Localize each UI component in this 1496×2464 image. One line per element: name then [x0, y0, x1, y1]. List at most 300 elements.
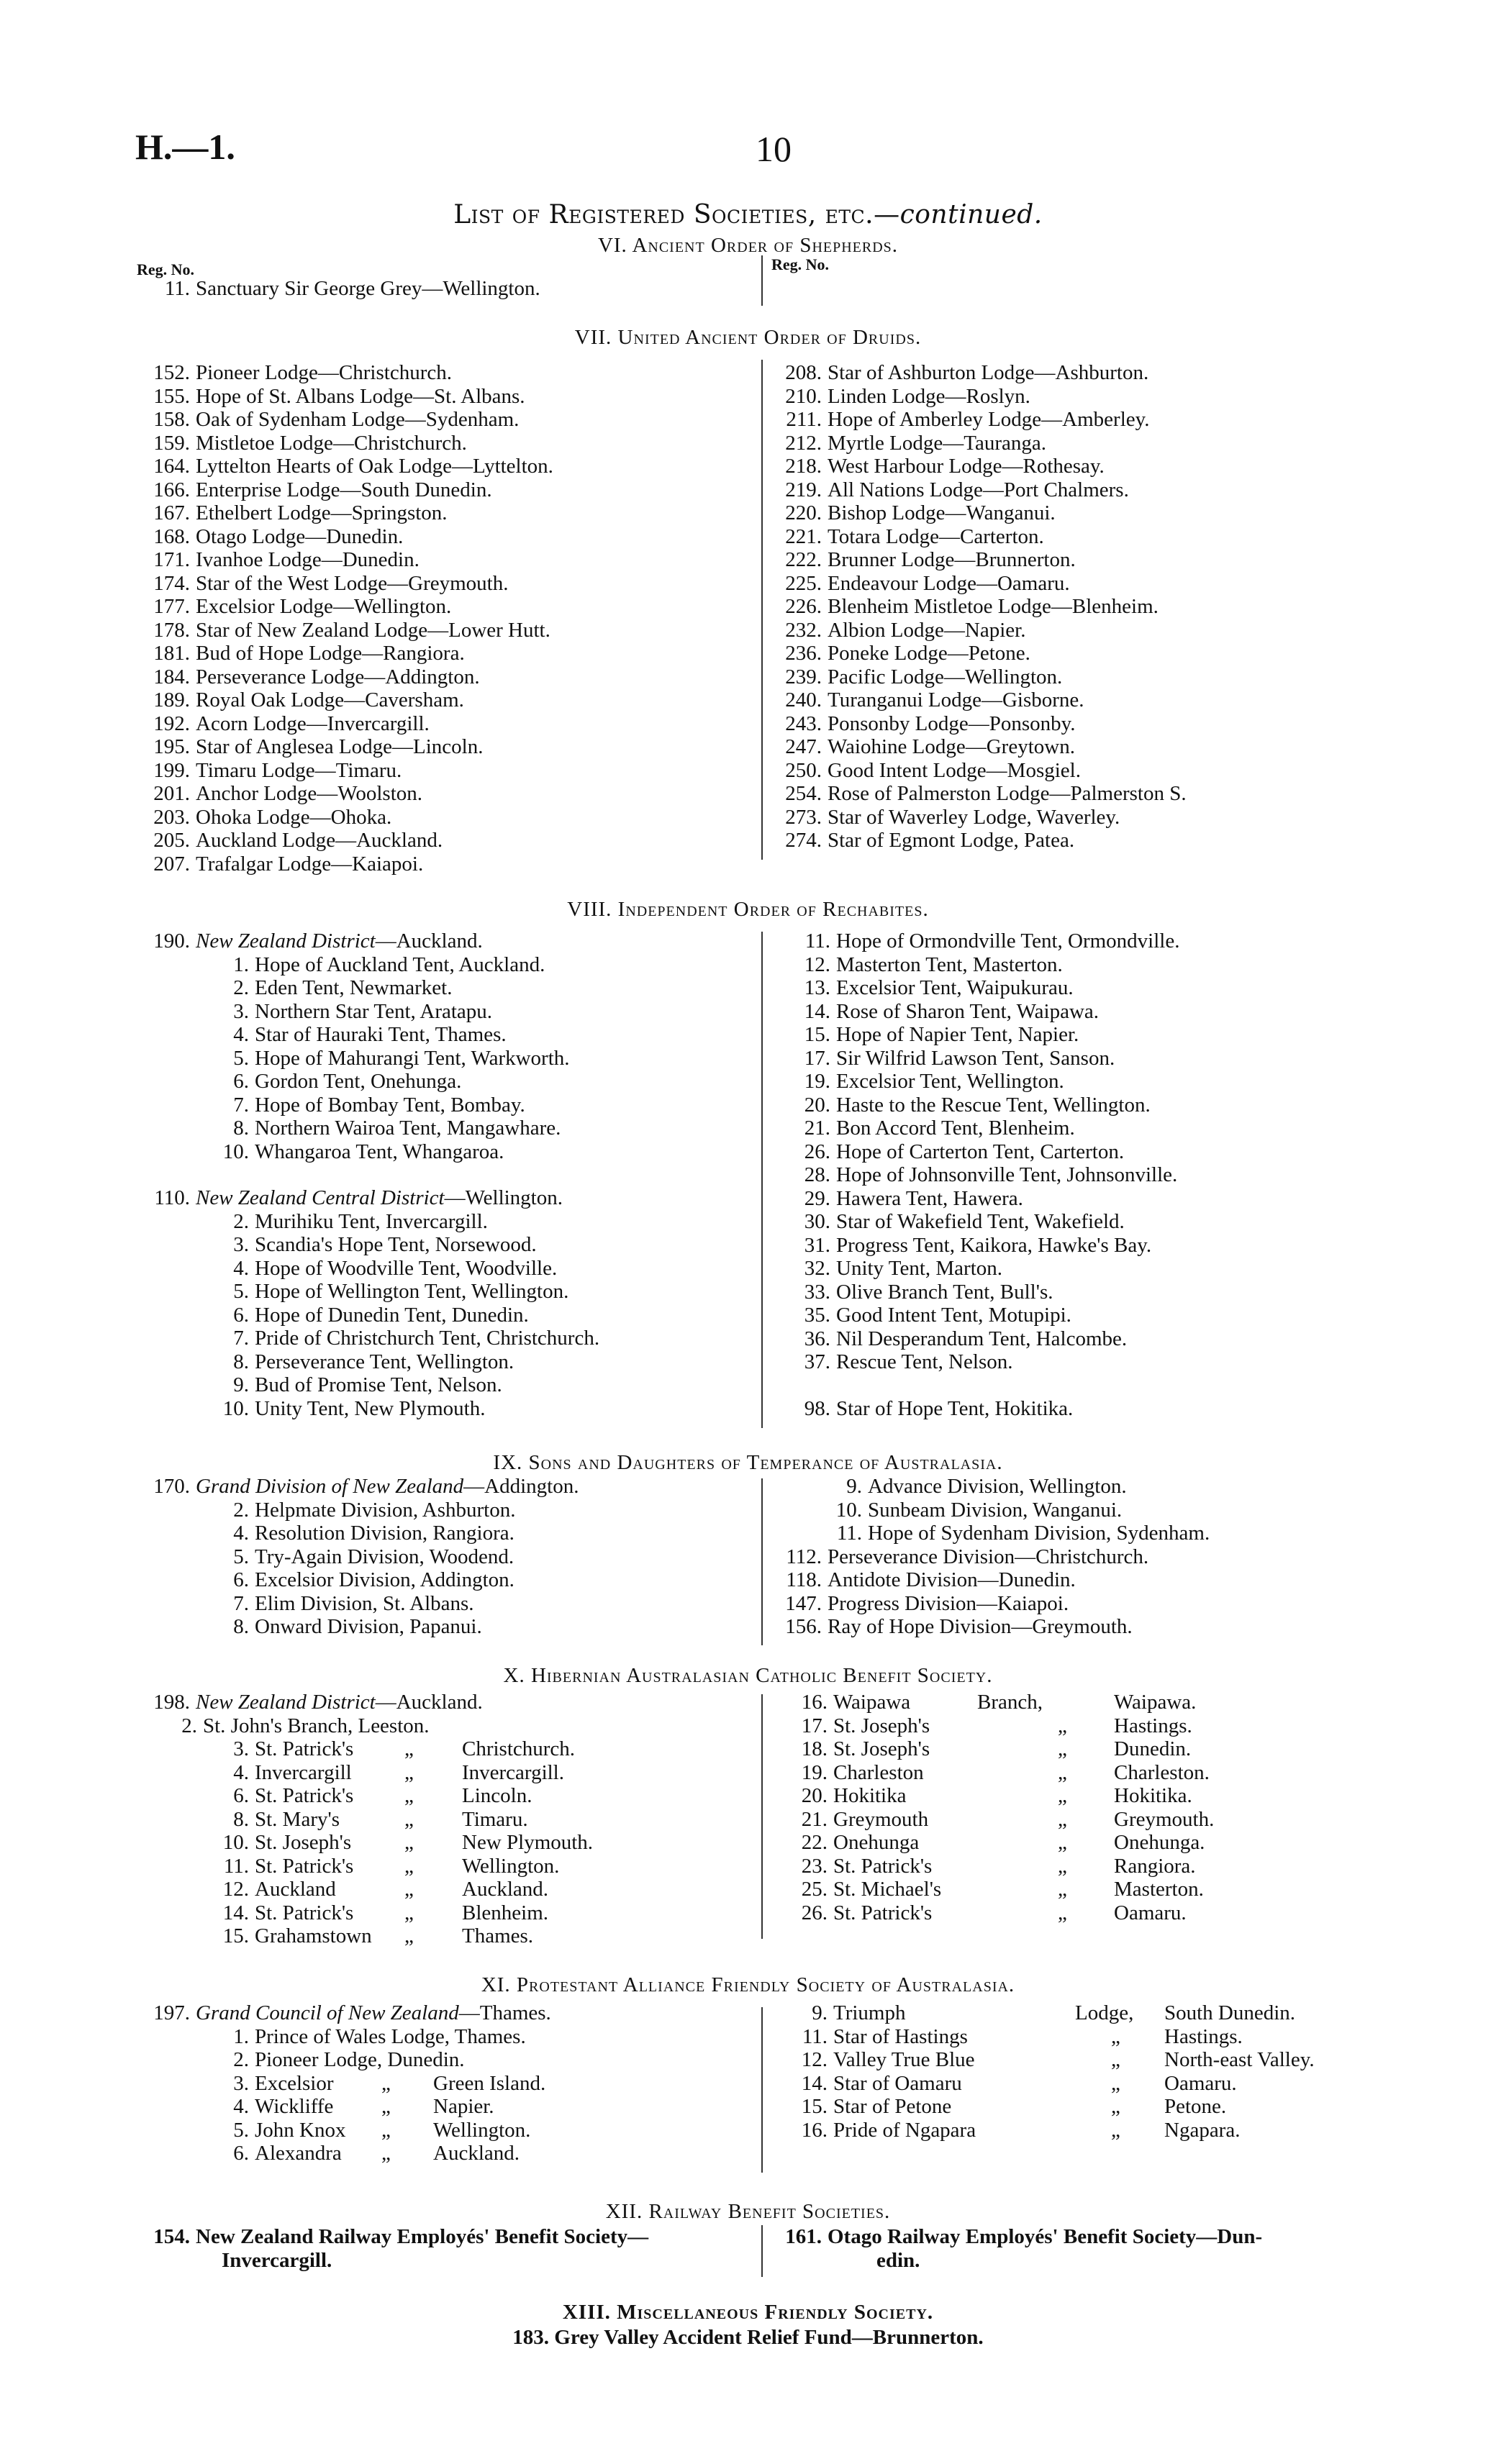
entry-text: Pride of Christchurch Tent, Christchurch.	[255, 1327, 600, 1350]
entry	[137, 1522, 579, 1545]
entry-number: 11.	[223, 1854, 249, 1878]
entry	[783, 929, 1179, 953]
entry-name: St. Patrick's	[255, 1784, 354, 1807]
entry-place: Timaru.	[462, 1807, 528, 1831]
entry: 2. St. John's Branch, Leeston.	[181, 1714, 430, 1737]
section-heading-xi: XI. Protestant Alliance Friendly Society of Australasia.	[481, 1973, 1015, 1996]
ditto-mark: „	[1058, 1831, 1067, 1854]
entry	[769, 829, 1187, 853]
s11-left-column	[137, 2001, 551, 2165]
entry-number: 232.	[785, 618, 822, 642]
entry-number: 243.	[785, 712, 822, 735]
entry-text: Star of Ashburton Lodge—Ashburton.	[828, 361, 1149, 384]
entry-name: Star of Oamaru	[833, 2071, 962, 2095]
entry-number: 189.	[153, 688, 190, 712]
entry	[783, 1094, 1179, 1117]
entry-text: Sunbeam Division, Wanganui.	[868, 1498, 1123, 1522]
entry	[137, 525, 553, 549]
entry-text: Ohoka Lodge—Ohoka.	[196, 805, 392, 829]
entry	[137, 1878, 548, 1901]
entry-text: Scandia's Hope Tent, Norsewood.	[255, 1233, 537, 1256]
entry-place: Green Island.	[433, 2071, 546, 2095]
entry-number: 6.	[233, 1303, 249, 1327]
entry-number: 274.	[785, 829, 822, 852]
entry-number: 177.	[153, 595, 190, 618]
entry-text: Waiohine Lodge—Greytown.	[828, 735, 1075, 758]
ditto-mark: „	[404, 1807, 414, 1831]
entry-number: 236.	[785, 642, 822, 665]
entry-text: Linden Lodge—Roslyn.	[828, 384, 1030, 408]
entry-number: 203.	[153, 805, 190, 829]
entry	[137, 1397, 599, 1421]
entry	[769, 501, 1187, 525]
entry-number: 273.	[785, 805, 822, 829]
entry-name: St. Joseph's	[833, 1737, 930, 1760]
s12-right-entry: 161. Otago Railway Employés' Benefit Society—Dun- edin.	[785, 2225, 1263, 2272]
entry	[783, 2048, 1315, 2072]
entry	[769, 408, 1187, 432]
entry-place: Hastings.	[1164, 2024, 1243, 2048]
entry	[769, 478, 1187, 502]
entry	[137, 1350, 599, 1374]
entry-text: Sanctuary Sir George Grey—Wellington.	[196, 277, 540, 300]
entry	[769, 712, 1187, 736]
entry-number: 5.	[233, 1046, 249, 1070]
entry-number: 6.	[233, 1070, 249, 1093]
column-divider	[761, 2225, 763, 2277]
entry-number: 166.	[153, 478, 190, 501]
entry-name: St. Michael's	[833, 1878, 942, 1901]
entry-text: Mistletoe Lodge—Christchurch.	[196, 431, 467, 455]
entry-number: 22.	[801, 1831, 828, 1854]
entry	[783, 1140, 1179, 1164]
entry-number: 9.	[846, 1475, 862, 1498]
entry	[783, 1281, 1179, 1304]
ditto-mark: „	[1111, 2048, 1120, 2071]
column-divider	[761, 255, 763, 306]
entry-number: 168.	[153, 524, 190, 548]
entry-number: 11.	[164, 277, 190, 300]
entry	[769, 642, 1187, 665]
ditto-mark: „	[1058, 1714, 1067, 1737]
entry-text: Ray of Hope Division—Greymouth.	[828, 1615, 1133, 1638]
entry-number: 181.	[153, 642, 190, 665]
entry-name: Star of Petone	[833, 2095, 952, 2118]
entry-number: 13.	[804, 976, 830, 999]
entry-number: 8.	[233, 1615, 249, 1638]
ditto-mark: „	[1058, 1784, 1067, 1807]
entry	[783, 953, 1179, 977]
entry-text: Unity Tent, New Plymouth.	[255, 1396, 486, 1420]
entry-text: Good Intent Tent, Motupipi.	[836, 1304, 1071, 1327]
entry	[783, 2095, 1227, 2119]
entry-number: 158.	[153, 408, 190, 431]
entry-number: 5.	[233, 1280, 249, 1303]
entry	[783, 2024, 1243, 2049]
entry-text: Antidote Division—Dunedin.	[828, 1568, 1076, 1591]
entry	[769, 759, 1187, 783]
entry-number: 205.	[153, 829, 190, 852]
entry-name: Alexandra	[255, 2142, 342, 2165]
entry-number: 6.	[233, 2142, 249, 2165]
entry-number: 4.	[233, 1760, 249, 1784]
entry-number: 4.	[233, 1256, 249, 1280]
entry	[783, 1901, 1187, 1925]
section-heading-xii: XII. Railway Benefit Societies.	[605, 2200, 891, 2223]
entry-text: Hope of Carterton Tent, Carterton.	[836, 1140, 1125, 1163]
entry	[783, 1257, 1179, 1281]
entry-number: 199.	[153, 758, 190, 782]
s13-entry: 183. Grey Valley Accident Relief Fund—Brunnerton.	[512, 2326, 984, 2349]
entry-text: Excelsior Tent, Wellington.	[836, 1070, 1064, 1093]
entry-number: 207.	[153, 852, 190, 876]
entry-number: 20.	[804, 1093, 830, 1117]
entry-name: Greymouth	[833, 1807, 929, 1831]
entry	[783, 1070, 1179, 1094]
entry	[137, 2095, 551, 2119]
entry-number: 11.	[804, 929, 830, 953]
entry	[137, 735, 553, 759]
entry-text: Rose of Palmerston Lodge—Palmerston S.	[828, 782, 1187, 805]
entry-text: Elim Division, St. Albans.	[255, 1591, 474, 1615]
entry	[137, 1901, 549, 1925]
ditto-mark: „	[1058, 1760, 1067, 1784]
entry	[137, 1257, 599, 1281]
entry-text: Hope of Mahurangi Tent, Warkworth.	[255, 1046, 570, 1070]
entry	[783, 2071, 1237, 2096]
s12-left-entry: 154. New Zealand Railway Employés' Benefit Society— Invercargill.	[153, 2225, 649, 2272]
entry	[769, 1592, 1210, 1616]
entry-number: 7.	[233, 1591, 249, 1615]
entry	[137, 1233, 599, 1257]
entry-number: 16.	[801, 2118, 828, 2142]
entry-name: Valley True Blue	[833, 2048, 975, 2071]
entry-number: 201.	[153, 782, 190, 805]
entry	[137, 1304, 599, 1327]
entry	[769, 1568, 1210, 1592]
entry-place: Wellington.	[462, 1854, 560, 1878]
entry-text: Albion Lodge—Napier.	[828, 618, 1026, 642]
ditto-mark: „	[404, 1878, 414, 1901]
column-divider	[761, 1694, 763, 1939]
entry-number: 10.	[222, 1140, 249, 1163]
entry-text: Auckland Lodge—Auckland.	[196, 829, 443, 852]
regno-label-right: Reg. No.	[771, 255, 830, 273]
ditto-mark: „	[404, 1737, 414, 1760]
entry	[769, 385, 1187, 409]
entry	[783, 1327, 1179, 1351]
page-title-main: List of Registered Societies, etc.—	[453, 200, 900, 229]
entry-number: 19.	[804, 1070, 830, 1093]
entry-text: Ponsonby Lodge—Ponsonby.	[828, 712, 1076, 735]
entry	[137, 1070, 599, 1094]
entry-number: 3.	[233, 999, 249, 1023]
entry-place: Auckland.	[462, 1878, 548, 1901]
entry-number: 10.	[222, 1396, 249, 1420]
entry	[137, 478, 553, 502]
entry-number: 208.	[785, 361, 822, 384]
entry-number: 222.	[785, 548, 822, 571]
entry-number: 12.	[804, 953, 830, 976]
section-heading-ix: IX. Sons and Daughters of Temperance of Australasia.	[493, 1451, 1003, 1474]
entry	[137, 1807, 528, 1832]
entry	[137, 1499, 579, 1522]
entry-head: 190. New Zealand District—Auckland.	[153, 929, 483, 953]
entry-text: Turanganui Lodge—Gisborne.	[828, 688, 1084, 712]
entry	[137, 385, 553, 409]
entry-text: Lyttelton Hearts of Oak Lodge—Lyttelton.	[196, 455, 553, 478]
entry	[137, 1023, 599, 1047]
entry-text: Pioneer Lodge—Christchurch.	[196, 361, 452, 384]
entry-number: 12.	[801, 2048, 828, 2071]
entry	[783, 1000, 1179, 1024]
entry-number: 174.	[153, 571, 190, 595]
entry-text: Helpmate Division, Ashburton.	[255, 1498, 516, 1522]
entry-text: Star of Anglesea Lodge—Lincoln.	[196, 735, 484, 758]
entry-text: Hope of Bombay Tent, Bombay.	[255, 1093, 525, 1117]
entry	[137, 1117, 599, 1140]
entry	[137, 688, 553, 712]
entry-number: 7.	[233, 1327, 249, 1350]
entry	[783, 1350, 1179, 1374]
entry	[137, 806, 553, 829]
entry	[783, 1854, 1196, 1878]
column-divider	[761, 360, 763, 860]
entry-place: Petone.	[1164, 2095, 1227, 2118]
entry-number: 8.	[233, 1807, 249, 1831]
entry-number: 2.	[233, 2048, 249, 2071]
entry	[137, 759, 553, 783]
entry-text: Onward Division, Papanui.	[255, 1615, 482, 1638]
entry-name: St. Patrick's	[255, 1901, 354, 1924]
entry-name: Pride of Ngapara	[833, 2118, 976, 2142]
entry-text: Masterton Tent, Masterton.	[836, 953, 1063, 976]
entry-number: 31.	[804, 1233, 830, 1257]
entry-name: Excelsior	[255, 2071, 334, 2095]
page-number: 10	[756, 129, 792, 169]
entry	[137, 1760, 564, 1785]
entry	[137, 2142, 551, 2165]
entry	[769, 361, 1187, 385]
section-heading-vi: VI. Ancient Order of Shepherds.	[597, 234, 899, 257]
page-title	[0, 200, 1496, 229]
regno-label-left: Reg. No.	[137, 260, 195, 278]
entry-number: 29.	[804, 1186, 830, 1210]
entry-text: Excelsior Lodge—Wellington.	[196, 595, 452, 618]
entry-number: 18.	[801, 1737, 828, 1760]
entry-number: 21.	[801, 1807, 828, 1831]
ditto-mark: „	[1058, 1737, 1067, 1760]
entry-text: Try-Again Division, Woodend.	[255, 1545, 514, 1568]
entry-number: 225.	[785, 571, 822, 595]
entry-text: Murihiku Tent, Invercargill.	[255, 1209, 488, 1233]
entry-number: 10.	[222, 1831, 249, 1854]
entry-number: 10.	[835, 1498, 862, 1522]
entry-number: 14.	[801, 2071, 828, 2095]
entry-number: 15.	[804, 1023, 830, 1046]
entry	[137, 501, 553, 525]
s9-left-column	[137, 1475, 579, 1639]
entry-number: 23.	[801, 1854, 828, 1878]
ditto-mark: „	[381, 2095, 391, 2118]
entry-number: 212.	[785, 431, 822, 455]
entry	[137, 1210, 599, 1234]
entry-text: Star of Wakefield Tent, Wakefield.	[836, 1210, 1125, 1233]
entry-text: Nil Desperandum Tent, Halcombe.	[836, 1327, 1128, 1350]
entry	[137, 1854, 560, 1878]
entry-text: Hope of Woodville Tent, Woodville.	[255, 1256, 558, 1280]
entry-text: Acorn Lodge—Invercargill.	[196, 712, 430, 735]
entry-number: 118.	[786, 1568, 822, 1591]
entry-number: 3.	[233, 2071, 249, 2095]
entry-number: 30.	[804, 1210, 830, 1233]
entry	[137, 1094, 599, 1117]
s8-right-column	[783, 929, 1179, 1420]
entry-place: Hastings.	[1114, 1714, 1192, 1737]
entry-text: Hope of Wellington Tent, Wellington.	[255, 1280, 569, 1303]
entry	[137, 432, 553, 455]
column-divider	[761, 2007, 763, 2173]
page-title-continued: continued.	[899, 200, 1043, 229]
entry-number: 14.	[222, 1901, 249, 1924]
s6-left-column	[137, 277, 540, 301]
entry	[783, 1737, 1192, 1761]
report-code: H.—1.	[135, 127, 235, 167]
entry-number: 17.	[804, 1046, 830, 1070]
entry-text: Pioneer Lodge, Dunedin.	[255, 2048, 465, 2071]
entry-text: Hope of St. Albans Lodge—St. Albans.	[196, 384, 525, 408]
entry	[783, 1117, 1179, 1140]
entry-text: All Nations Lodge—Port Chalmers.	[828, 478, 1129, 501]
entry-text: Olive Branch Tent, Bull's.	[836, 1280, 1053, 1304]
entry	[783, 1023, 1179, 1047]
ditto-mark: „	[1111, 2095, 1120, 2118]
entry-text: Rescue Tent, Nelson.	[836, 1350, 1013, 1373]
s10-right-column	[783, 1691, 1215, 1924]
entry	[769, 1499, 1210, 1522]
column-divider	[761, 932, 763, 1428]
entry-name: Onehunga	[833, 1831, 920, 1854]
entry-text: Bon Accord Tent, Blenheim.	[836, 1117, 1075, 1140]
s10-left-column	[137, 1691, 594, 1948]
entry-number: 3.	[233, 1233, 249, 1256]
entry-text: Hope of Sydenham Division, Sydenham.	[868, 1522, 1210, 1545]
entry-number: 8.	[233, 1117, 249, 1140]
entry-place: Dunedin.	[1114, 1737, 1192, 1760]
entry-place: North-east Valley.	[1164, 2048, 1315, 2071]
entry-name: St. Joseph's	[255, 1831, 352, 1854]
entry-text: Bud of Hope Lodge—Rangiora.	[196, 642, 465, 665]
entry-place: New Plymouth.	[462, 1831, 594, 1854]
entry-place: Lincoln.	[462, 1784, 532, 1807]
entry	[137, 2048, 551, 2072]
section-heading-xiii: XIII. Miscellaneous Friendly Society.	[562, 2301, 934, 2324]
entry-text: Hope of Dunedin Tent, Dunedin.	[255, 1303, 529, 1327]
ditto-mark: „	[1058, 1878, 1067, 1901]
entry-number: 159.	[153, 431, 190, 455]
entry-text: Progress Tent, Kaikora, Hawke's Bay.	[836, 1233, 1152, 1257]
entry	[137, 782, 553, 806]
entry-place: Hokitika.	[1114, 1784, 1192, 1807]
entry	[769, 665, 1187, 689]
entry-text: Brunner Lodge—Brunnerton.	[828, 548, 1076, 571]
entry-name: John Knox	[255, 2118, 346, 2142]
entry	[137, 1327, 599, 1350]
entry-text: Hope of Johnsonville Tent, Johnsonville.	[836, 1163, 1178, 1186]
entry-number: 167.	[153, 501, 190, 524]
entry-number: 35.	[804, 1304, 830, 1327]
entry-text: Hope of Auckland Tent, Auckland.	[255, 953, 545, 976]
entry-number: 240.	[785, 688, 822, 712]
entry-text: Star of Waverley Lodge, Waverley.	[828, 805, 1120, 829]
entry-place: Oamaru.	[1114, 1901, 1187, 1924]
entry-text: Excelsior Division, Addington.	[255, 1568, 514, 1591]
entry-number: 211.	[786, 408, 822, 431]
entry-place: Napier.	[433, 2095, 494, 2118]
entry-number: 7.	[233, 1093, 249, 1117]
entry	[783, 1878, 1204, 1901]
entry	[769, 595, 1187, 619]
entry-place: Greymouth.	[1114, 1807, 1215, 1831]
entry	[769, 688, 1187, 712]
entry-text: Perseverance Lodge—Addington.	[196, 665, 480, 688]
entry-text: Hope of Ormondville Tent, Ormondville.	[836, 929, 1180, 953]
entry-place: Auckland.	[433, 2142, 520, 2165]
entry-text: Eden Tent, Newmarket.	[255, 976, 453, 999]
ditto-mark: „	[381, 2071, 391, 2095]
entry-number: 155.	[153, 384, 190, 408]
entry-head: 170. Grand Division of New Zealand—Addington.	[153, 1475, 579, 1498]
entry-text: Northern Wairoa Tent, Mangawhare.	[255, 1117, 561, 1140]
entry-number: 210.	[785, 384, 822, 408]
entry-text: Otago Lodge—Dunedin.	[196, 524, 404, 548]
entry-number: 14.	[804, 999, 830, 1023]
entry-head: 110. New Zealand Central District—Wellington.	[154, 1186, 563, 1209]
entry-text: Enterprise Lodge—South Dunedin.	[196, 478, 492, 501]
entry-name: St. Joseph's	[833, 1714, 930, 1737]
entry-text: Star of Hauraki Tent, Thames.	[255, 1023, 507, 1046]
entry-number: 178.	[153, 618, 190, 642]
entry	[769, 1545, 1210, 1569]
s9-right-column	[769, 1475, 1210, 1639]
s7-right-column	[769, 361, 1187, 853]
entry-name: Grahamstown	[255, 1924, 372, 1947]
entry	[137, 953, 599, 977]
entry-text: Timaru Lodge—Timaru.	[196, 758, 402, 782]
entry-text: Hope of Napier Tent, Napier.	[836, 1023, 1079, 1046]
entry-number: 221.	[785, 524, 822, 548]
entry-number: 218.	[785, 455, 822, 478]
entry-text: Resolution Division, Rangiora.	[255, 1522, 514, 1545]
entry-text: Blenheim Mistletoe Lodge—Blenheim.	[828, 595, 1159, 618]
entry	[769, 1475, 1210, 1499]
entry-text: Rose of Sharon Tent, Waipawa.	[836, 999, 1100, 1023]
entry-number: 2.	[233, 1498, 249, 1522]
entry-text: West Harbour Lodge—Rothesay.	[828, 455, 1105, 478]
entry-name: St. Patrick's	[255, 1854, 354, 1878]
entry-text: Prince of Wales Lodge, Thames.	[255, 2024, 526, 2048]
entry-number: 250.	[785, 758, 822, 782]
entry	[137, 712, 553, 736]
entry	[137, 853, 553, 876]
entry-text: Gordon Tent, Onehunga.	[255, 1070, 462, 1093]
s11-right-column	[783, 2001, 1315, 2142]
entry-number: 11.	[802, 2024, 828, 2048]
entry-text: Anchor Lodge—Woolston.	[196, 782, 423, 805]
entry-text: Bishop Lodge—Wanganui.	[828, 501, 1056, 524]
entry	[137, 595, 553, 619]
entry	[137, 1047, 599, 1070]
